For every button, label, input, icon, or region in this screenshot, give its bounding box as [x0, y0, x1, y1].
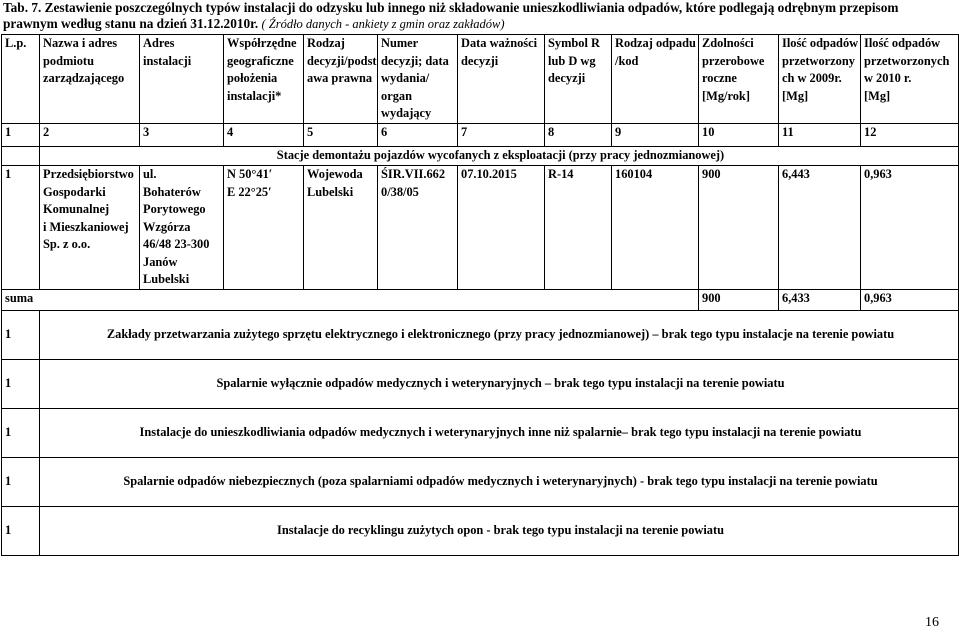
- header-line: wydania/: [381, 71, 430, 85]
- category-lp: 1: [2, 310, 40, 359]
- header-cell: [140, 35, 224, 124]
- section-title: Stacje demontażu pojazdów wycofanych z eksploatacji (przy pracy jednozmianowej): [40, 147, 959, 166]
- header-cell: [779, 35, 861, 124]
- header-line: L.p.: [5, 36, 27, 50]
- section-row: [2, 147, 959, 166]
- header-line: Numer: [381, 36, 419, 50]
- header-line: /kod: [615, 53, 639, 68]
- category-row: [2, 310, 959, 359]
- row-coords: [224, 166, 304, 290]
- header-line: lub D wg: [548, 53, 596, 68]
- header-cell: [378, 35, 458, 124]
- category-lp: 1: [2, 359, 40, 408]
- row-decision-type: [304, 166, 378, 290]
- sum-qty-2009: 6,433: [779, 289, 861, 310]
- cell-line: Sp. z o.o.: [43, 237, 91, 251]
- sum-capacity: 900: [699, 289, 779, 310]
- header-line: Współrzędne: [227, 36, 297, 50]
- header-line: Nazwa i adres: [43, 36, 118, 50]
- cell-line: Lubelski: [143, 272, 190, 286]
- header-cell: [612, 35, 699, 124]
- row-name: [40, 166, 140, 290]
- row-decision-no: [378, 166, 458, 290]
- category-row: [2, 506, 959, 555]
- cell-line: i Mieszkaniowej: [43, 219, 129, 234]
- column-number: 10: [699, 124, 779, 147]
- header-cell: [40, 35, 140, 124]
- cell-line: Lubelski: [307, 184, 354, 199]
- header-line: Ilość odpadów: [864, 36, 941, 50]
- cell-line: Gospodarki: [43, 184, 106, 199]
- row-lp: 1: [2, 166, 40, 290]
- category-lp: 1: [2, 457, 40, 506]
- sum-label: suma: [2, 289, 699, 310]
- header-line: decyzji: [461, 53, 499, 68]
- header-line: [Mg]: [864, 88, 891, 103]
- header-cell: [861, 35, 959, 124]
- header-line: Data ważności: [461, 36, 538, 50]
- header-line: [Mg/rok]: [702, 88, 750, 103]
- cell-line: 46/48 23-300: [143, 237, 210, 251]
- cell-line: E 22°25′: [227, 184, 272, 199]
- cell-line: Janów: [143, 254, 178, 269]
- header-line: awa prawna: [307, 71, 373, 85]
- sum-row: [2, 289, 959, 310]
- header-line: Zdolności: [702, 36, 754, 50]
- row-qty-2010: 0,963: [861, 166, 959, 290]
- category-text: Instalacje do unieszkodliwiania odpadów medycznych i weterynaryjnych inne niż spalarnie– brak tego typu instalacji na terenie powiatu: [40, 408, 959, 457]
- row-capacity: 900: [699, 166, 779, 290]
- header-line: geograficzne: [227, 53, 294, 68]
- category-text: Zakłady przetwarzania zużytego sprzętu elektrycznego i elektronicznego (przy pracy jednozmianowej) – brak tego typu instalacje na terenie powiatu: [40, 310, 959, 359]
- column-number: 3: [140, 124, 224, 147]
- column-number: 4: [224, 124, 304, 147]
- cell-line: 0/38/05: [381, 184, 419, 199]
- header-line: [Mg]: [782, 88, 809, 103]
- header-line: decyzji/podst: [307, 53, 377, 68]
- cell-line: Bohaterów: [143, 184, 201, 199]
- table-row: [2, 166, 959, 290]
- column-number: 6: [378, 124, 458, 147]
- header-cell: [699, 35, 779, 124]
- cell-line: Wzgórza: [143, 219, 191, 234]
- header-line: zarządzającego: [43, 71, 125, 85]
- header-cell: [224, 35, 304, 124]
- header-line: decyzji: [548, 71, 586, 85]
- header-line: przetworzony: [782, 53, 855, 68]
- caption-source: ( Źródło danych - ankiety z gmin oraz zakładów): [261, 17, 505, 31]
- header-row: [2, 35, 959, 124]
- header-line: ch w 2009r.: [782, 71, 842, 85]
- cell-line: Przedsiębiorstwo: [43, 167, 134, 181]
- header-line: instalacji*: [227, 88, 282, 103]
- header-line: Rodzaj odpadu: [615, 36, 696, 50]
- row-valid-until: 07.10.2015: [458, 166, 545, 290]
- header-line: wydający: [381, 106, 432, 120]
- header-cell: [458, 35, 545, 124]
- header-line: Rodzaj: [307, 36, 345, 50]
- header-line: położenia: [227, 71, 278, 85]
- header-line: instalacji: [143, 53, 192, 68]
- category-text: Instalacje do recyklingu zużytych opon - brak tego typu instalacji na terenie powiatu: [40, 506, 959, 555]
- header-cell: [2, 35, 40, 124]
- header-line: Adres: [143, 36, 175, 50]
- page-number: 16: [925, 615, 939, 630]
- caption-main: Tab. 7. Zestawienie poszczególnych typów instalacji do odzysku lub innego niż składowanie unieszkodliwiania odpadów, które podlegają odrębnym przepisom prawnym według stanu na dzień 31.12.2010r.: [3, 0, 899, 31]
- cell-line: Wojewoda: [307, 167, 363, 181]
- header-line: przerobowe: [702, 53, 765, 68]
- table-caption: [3, 0, 953, 32]
- header-line: w 2010 r.: [864, 71, 912, 85]
- column-number: 12: [861, 124, 959, 147]
- category-text: Spalarnie odpadów niebezpiecznych (poza spalarniami odpadów medycznych i weterynaryjnych) - brak tego typu instalacji na terenie powiatu: [40, 457, 959, 506]
- cell-line: ul.: [143, 167, 157, 181]
- header-cell: [545, 35, 612, 124]
- row-qty-2009: 6,443: [779, 166, 861, 290]
- category-row: [2, 359, 959, 408]
- column-number: 7: [458, 124, 545, 147]
- row-address: [140, 166, 224, 290]
- category-text: Spalarnie wyłącznie odpadów medycznych i weterynaryjnych – brak tego typu instalacji na terenie powiatu: [40, 359, 959, 408]
- cell-line: N 50°41′: [227, 167, 273, 181]
- column-number: 2: [40, 124, 140, 147]
- header-line: Symbol R: [548, 36, 600, 50]
- row-waste-code: 160104: [612, 166, 699, 290]
- header-cell: [304, 35, 378, 124]
- header-line: organ: [381, 88, 412, 103]
- header-line: podmiotu: [43, 53, 94, 68]
- sum-qty-2010: 0,963: [861, 289, 959, 310]
- category-row: [2, 408, 959, 457]
- column-number: 1: [2, 124, 40, 147]
- row-symbol: R-14: [545, 166, 612, 290]
- column-number: 8: [545, 124, 612, 147]
- column-number: 9: [612, 124, 699, 147]
- header-line: Ilość odpadów: [782, 36, 859, 50]
- category-row: [2, 457, 959, 506]
- header-line: roczne: [702, 71, 737, 85]
- column-number: 5: [304, 124, 378, 147]
- cell-line: ŚIR.VII.662: [381, 167, 446, 181]
- column-number: 11: [779, 124, 861, 147]
- installations-table: [1, 34, 959, 556]
- column-number-row: [2, 124, 959, 147]
- category-lp: 1: [2, 506, 40, 555]
- cell-line: Komunalnej: [43, 202, 110, 216]
- cell-line: Porytowego: [143, 202, 206, 216]
- header-line: przetworzonych: [864, 53, 950, 68]
- category-lp: 1: [2, 408, 40, 457]
- header-line: decyzji; data: [381, 53, 449, 68]
